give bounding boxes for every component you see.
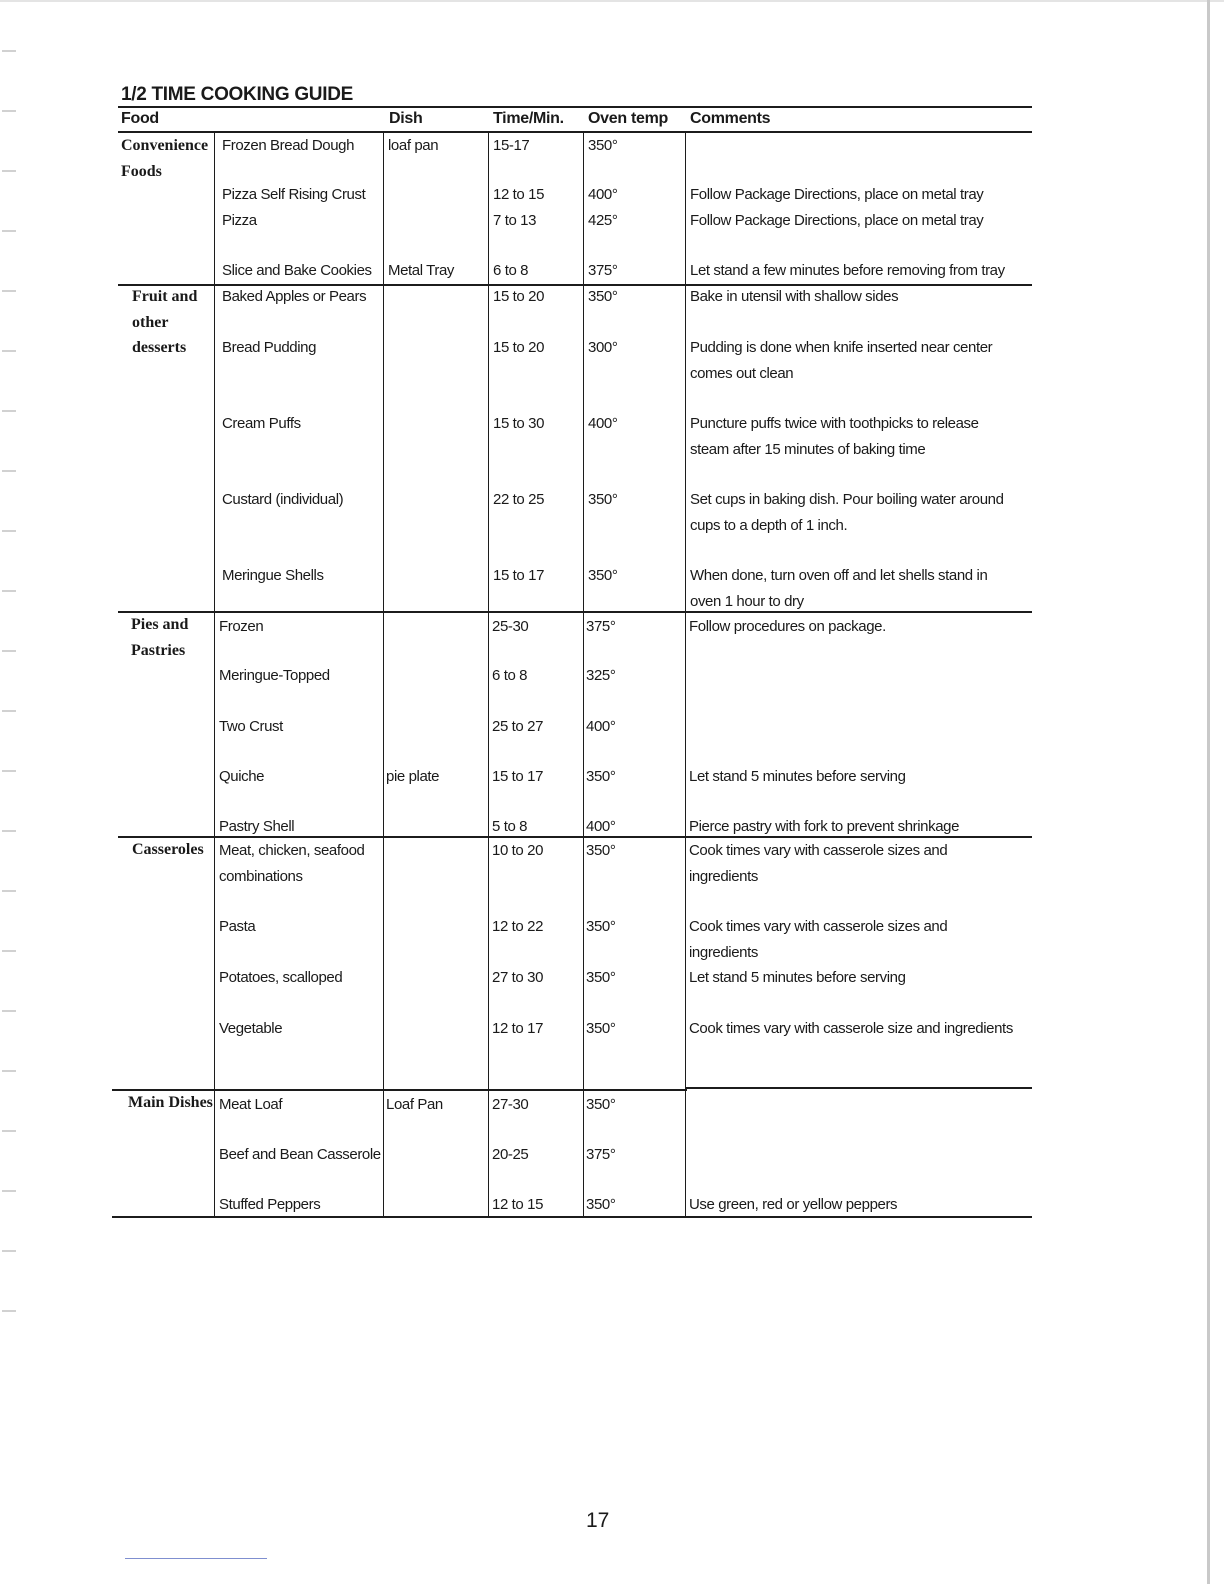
oven-temp-value: 400°: [586, 818, 616, 835]
category-label: Fruit and other desserts: [132, 288, 198, 356]
oven-temp-value: 375°: [588, 262, 618, 279]
oven-temp-value: 350°: [586, 1196, 616, 1213]
comment-text: When done, turn oven off and let shells stand in oven 1 hour to dry: [690, 567, 988, 610]
food-item: Bread Pudding: [222, 339, 317, 356]
page-title: 1/2 TIME COOKING GUIDE: [121, 84, 353, 105]
food-item: Meat, chicken, seafood combinations: [219, 842, 365, 885]
comment-text: Set cups in baking dish. Pour boiling water around cups to a depth of 1 inch.: [690, 491, 1004, 534]
column-header-comments: Comments: [690, 110, 771, 127]
oven-temp-value: 400°: [588, 186, 618, 203]
dish-value: Loaf Pan: [386, 1096, 443, 1113]
oven-temp-value: 350°: [586, 1020, 616, 1037]
oven-temp-value: 400°: [586, 718, 616, 735]
food-item: Stuffed Peppers: [219, 1196, 321, 1213]
section-rule: [686, 1087, 1032, 1089]
scan-left-margin-marks: [2, 30, 16, 1330]
column-header-dish: Dish: [389, 110, 423, 127]
column-header-food: Food: [121, 110, 159, 127]
time-value: 10 to 20: [492, 842, 544, 859]
comment-text: Let stand a few minutes before removing from tray: [690, 262, 1005, 279]
comment-text: Follow Package Directions, place on metal tray: [690, 212, 984, 229]
food-item: Pastry Shell: [219, 818, 295, 835]
oven-temp-value: 375°: [586, 618, 616, 635]
time-value: 6 to 8: [493, 262, 529, 279]
oven-temp-value: 325°: [586, 667, 616, 684]
time-value: 15 to 20: [493, 288, 545, 305]
dish-value: Metal Tray: [388, 262, 455, 279]
dish-value: loaf pan: [388, 137, 439, 154]
comment-text: Puncture puffs twice with toothpicks to release steam after 15 minutes of baking time: [690, 415, 979, 458]
category-label: Casseroles: [132, 841, 204, 858]
comment-text: Use green, red or yellow peppers: [689, 1196, 898, 1213]
header-top-rule: [118, 106, 1032, 108]
comment-text: Bake in utensil with shallow sides: [690, 288, 899, 305]
oven-temp-value: 350°: [586, 1096, 616, 1113]
food-item: Vegetable: [219, 1020, 283, 1037]
column-rule: [383, 133, 384, 1218]
food-item: Pasta: [219, 918, 256, 935]
category-label: Pies and Pastries: [131, 616, 189, 659]
time-value: 5 to 8: [492, 818, 528, 835]
food-item: Slice and Bake Cookies: [222, 262, 372, 279]
food-item: Cream Puffs: [222, 415, 301, 432]
oven-temp-value: 350°: [586, 969, 616, 986]
oven-temp-value: 350°: [586, 768, 616, 785]
column-header-oven-temp: Oven temp: [588, 110, 668, 127]
time-value: 12 to 15: [492, 1196, 544, 1213]
time-value: 27-30: [492, 1096, 529, 1113]
time-value: 7 to 13: [493, 212, 537, 229]
comment-text: Cook times vary with casserole sizes and ingredients: [689, 842, 948, 885]
time-value: 12 to 22: [492, 918, 544, 935]
time-value: 12 to 17: [492, 1020, 544, 1037]
food-item: Meat Loaf: [219, 1096, 283, 1113]
food-item: Custard (individual): [222, 491, 344, 508]
time-value: 27 to 30: [492, 969, 544, 986]
comment-text: Follow Package Directions, place on metal tray: [690, 186, 984, 203]
food-item: Two Crust: [219, 718, 283, 735]
food-item: Pizza Self Rising Crust: [222, 186, 366, 203]
food-item: Beef and Bean Casserole: [219, 1146, 381, 1163]
oven-temp-value: 350°: [588, 491, 618, 508]
food-item: Quiche: [219, 768, 265, 785]
oven-temp-value: 300°: [588, 339, 618, 356]
comment-text: Let stand 5 minutes before serving: [689, 969, 906, 986]
time-value: 12 to 15: [493, 186, 545, 203]
category-label: Main Dishes: [128, 1094, 213, 1111]
oven-temp-value: 350°: [588, 288, 618, 305]
column-rule: [488, 133, 489, 1218]
oven-temp-value: 375°: [586, 1146, 616, 1163]
comment-text: Pudding is done when knife inserted near center comes out clean: [690, 339, 993, 382]
comment-text: Cook times vary with casserole size and ingredients: [689, 1020, 1013, 1037]
oven-temp-value: 350°: [588, 567, 618, 584]
oven-temp-value: 350°: [588, 137, 618, 154]
oven-temp-value: 400°: [588, 415, 618, 432]
food-item: Baked Apples or Pears: [222, 288, 367, 305]
time-value: 6 to 8: [492, 667, 528, 684]
food-item: Pizza: [222, 212, 257, 229]
time-value: 22 to 25: [493, 491, 545, 508]
dish-value: pie plate: [386, 768, 440, 785]
oven-temp-value: 350°: [586, 918, 616, 935]
column-rule: [583, 133, 584, 1218]
time-value: 15 to 20: [493, 339, 545, 356]
food-item: Meringue Shells: [222, 567, 324, 584]
comment-text: Let stand 5 minutes before serving: [689, 768, 906, 785]
time-value: 15-17: [493, 137, 530, 154]
category-label: Convenience Foods: [121, 137, 209, 180]
column-rule: [685, 133, 686, 1218]
time-value: 15 to 17: [492, 768, 544, 785]
time-value: 25 to 27: [492, 718, 544, 735]
comment-text: Pierce pastry with fork to prevent shrinkage: [689, 818, 960, 835]
food-item: Meringue-Topped: [219, 667, 330, 684]
food-item: Frozen: [219, 618, 264, 635]
scan-right-edge: [1207, 0, 1210, 1584]
oven-temp-value: 350°: [586, 842, 616, 859]
oven-temp-value: 425°: [588, 212, 618, 229]
time-value: 15 to 30: [493, 415, 545, 432]
page-number: 17: [586, 1509, 610, 1532]
column-header-time: Time/Min.: [493, 110, 564, 127]
footer-rule: [125, 1558, 267, 1559]
time-value: 20-25: [492, 1146, 529, 1163]
time-value: 25-30: [492, 618, 529, 635]
time-value: 15 to 17: [493, 567, 545, 584]
food-item: Frozen Bread Dough: [222, 137, 355, 154]
comment-text: Cook times vary with casserole sizes and ingredients: [689, 918, 948, 961]
comment-text: Follow procedures on package.: [689, 618, 886, 635]
scan-top-edge: [0, 0, 1224, 2]
food-item: Potatoes, scalloped: [219, 969, 343, 986]
